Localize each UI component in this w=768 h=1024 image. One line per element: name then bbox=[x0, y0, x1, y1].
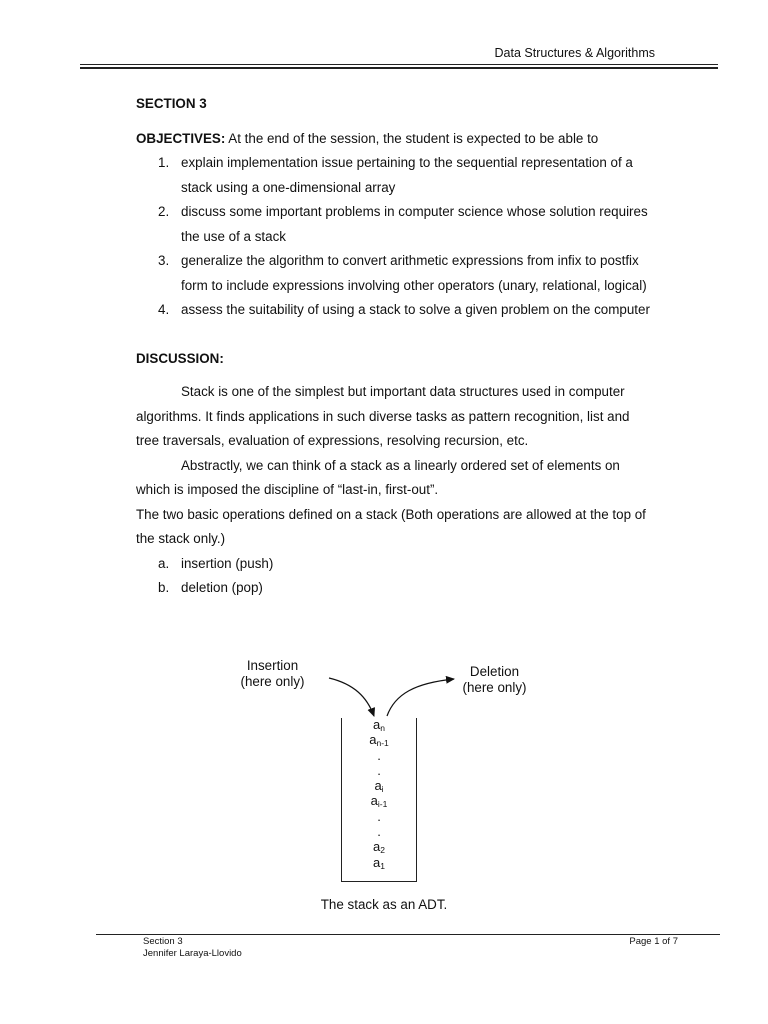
page-body bbox=[136, 92, 656, 601]
discussion-paragraph-2: Abstractly, we can think of a stack as a linearly ordered set of elements on which is imposed the discipline of “last-in, first-out”. bbox=[136, 457, 620, 497]
operation-item bbox=[136, 576, 656, 601]
objectives-list bbox=[136, 151, 656, 323]
objectives-label: OBJECTIVES: bbox=[136, 130, 226, 146]
objective-text: discuss some important problems in computer science whose solution requires the use of a stack bbox=[181, 204, 648, 244]
header-rule-thin bbox=[80, 64, 718, 65]
discussion-paragraph-3: The two basic operations defined on a stack (Both operations are allowed at the top of the stack only.) bbox=[136, 506, 646, 546]
objective-item bbox=[136, 298, 656, 323]
diagram-caption: The stack as an ADT. bbox=[320, 897, 448, 912]
objective-number: 3. bbox=[158, 253, 170, 268]
stack-element: $a_n$ bbox=[373, 717, 385, 733]
header-rule-thick bbox=[80, 67, 718, 69]
insertion-arrow bbox=[329, 678, 374, 716]
section-title: SECTION 3 bbox=[136, 96, 207, 111]
deletion-label-sub: (here only) bbox=[462, 680, 527, 695]
operation-letter: a. bbox=[158, 555, 170, 571]
stack-element: $a_1$ bbox=[373, 854, 385, 871]
deletion-label-text: Deletion bbox=[469, 664, 520, 679]
stack-container bbox=[341, 718, 417, 882]
stack-element: . bbox=[377, 824, 381, 840]
objective-text: explain implementation issue pertaining to the sequential representation of a stack using a one-dimensional array bbox=[181, 155, 633, 195]
stack-diagram bbox=[0, 650, 768, 920]
footer-section: Section 3 bbox=[143, 936, 183, 947]
footer-rule bbox=[96, 934, 720, 935]
insertion-label-text: Insertion bbox=[246, 658, 299, 673]
objective-text: assess the suitability of using a stack to solve a given problem on the computer bbox=[181, 302, 650, 317]
deletion-label bbox=[452, 664, 537, 696]
stack-element: . bbox=[377, 808, 381, 824]
objective-number: 1. bbox=[158, 155, 170, 170]
objective-item bbox=[136, 249, 656, 298]
discussion-paragraph-1: Stack is one of the simplest but important data structures used in computer algorithms. It finds applications in such diverse tasks as pattern recognition, list and tree traversals, evaluation of expressions, resolving recursion, etc. bbox=[136, 384, 630, 448]
objective-text: generalize the algorithm to convert arithmetic expressions from infix to postfix form to include expressions involving other operators (unary, relational, logical) bbox=[181, 253, 647, 293]
operation-item bbox=[136, 552, 656, 577]
footer-author: Jennifer Laraya-Llovido bbox=[143, 948, 242, 959]
objectives-intro bbox=[136, 127, 656, 152]
discussion-title: DISCUSSION: bbox=[136, 350, 224, 366]
objective-item bbox=[136, 151, 656, 200]
stack-element: . bbox=[377, 747, 381, 763]
stack-element: $a_{n-1}$ bbox=[369, 732, 389, 749]
objective-item bbox=[136, 200, 656, 249]
deletion-arrow bbox=[387, 679, 454, 716]
objective-number: 2. bbox=[158, 204, 170, 219]
page-number: Page 1 of 7 bbox=[629, 936, 678, 947]
footer-left bbox=[143, 936, 242, 960]
insertion-label-sub: (here only) bbox=[240, 674, 305, 689]
stack-element: $a_i$ bbox=[374, 778, 384, 795]
stack-element: $a_{i-1}$ bbox=[370, 793, 388, 810]
objective-number: 4. bbox=[158, 302, 170, 317]
operation-text: deletion (pop) bbox=[181, 580, 263, 595]
operation-letter: b. bbox=[158, 580, 170, 595]
operation-text: insertion (push) bbox=[181, 555, 274, 571]
running-header: Data Structures & Algorithms bbox=[494, 46, 655, 60]
objectives-intro-text: At the end of the session, the student is expected to be able to bbox=[225, 130, 599, 146]
operations-list bbox=[136, 552, 656, 601]
stack-elements bbox=[342, 717, 416, 870]
insertion-label bbox=[230, 658, 315, 690]
stack-element: $a_2$ bbox=[373, 839, 385, 856]
stack-element: . bbox=[377, 762, 381, 778]
